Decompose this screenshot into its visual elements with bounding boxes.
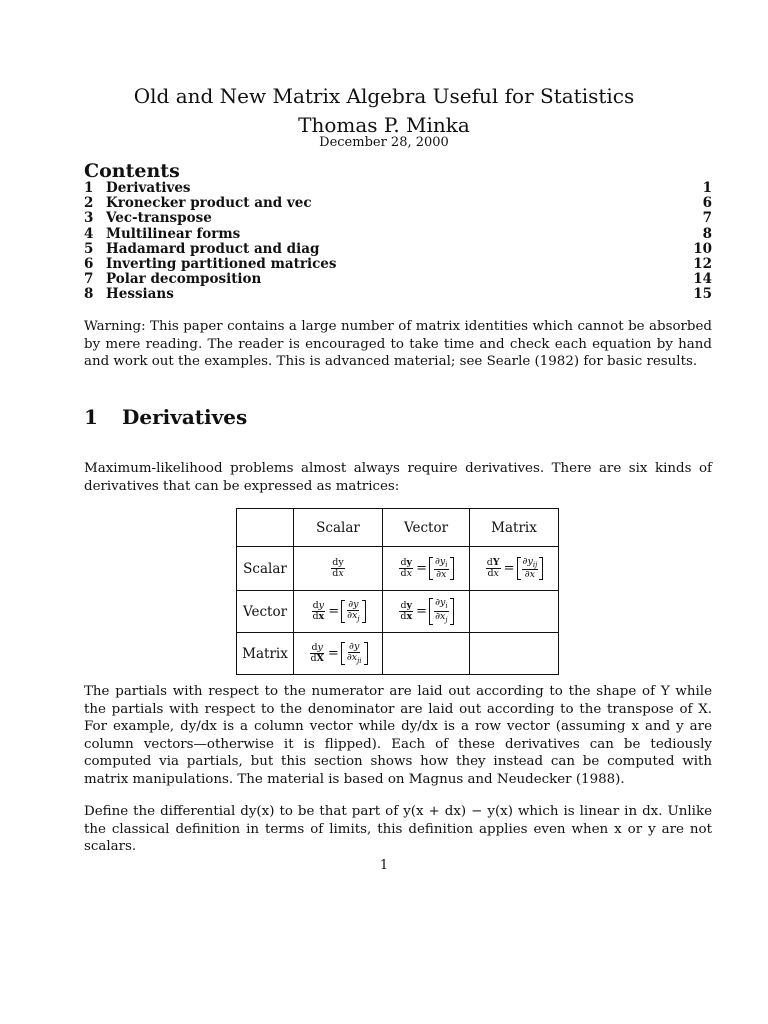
- toc-entry[interactable]: [84, 181, 712, 196]
- warning-paragraph: Warning: This paper contains a large number of matrix identities which cannot be absorbed by mere reading. The reader is encouraged to take time and check each equation by hand and work out the examples. This is advanced material; see Searle (1982) for basic results.: [84, 319, 712, 370]
- empty-cell: [470, 591, 559, 633]
- toc-title: Hadamard product and diag: [106, 240, 320, 257]
- formula-dvec-y-dx: $\frac{dy}{dx}$ = $\frac{\partial y_i}{\partial x}$: [383, 547, 470, 591]
- toc-number: 7: [84, 271, 94, 288]
- section-title: Derivatives: [122, 405, 248, 429]
- toc-number: 1: [84, 180, 94, 196]
- toc-title: Multilinear forms: [106, 225, 241, 242]
- paper-title: Old and New Matrix Algebra Useful for Statistics: [133, 84, 635, 108]
- paper-author: Thomas P. Minka: [298, 113, 470, 137]
- empty-cell: [470, 633, 559, 675]
- toc-entry[interactable]: [84, 211, 712, 226]
- toc-page: 6: [702, 195, 712, 212]
- table-corner-cell: [237, 509, 294, 547]
- toc-title: Hessians: [106, 286, 174, 303]
- formula-dmat-y-dx: $\frac{dY}{dx}$ = $\frac{\partial y_{ij}}{\partial x}$: [470, 547, 559, 591]
- paper-date: December 28, 2000: [319, 135, 449, 150]
- toc-number: 8: [84, 286, 94, 303]
- toc-title: Kronecker product and vec: [106, 195, 312, 212]
- col-header-matrix: Matrix: [470, 509, 559, 547]
- formula-dy-dx-scalar: $\frac{dy}{dx}$: [294, 547, 383, 591]
- toc-page: 8: [702, 225, 712, 242]
- toc-page: 1: [702, 180, 712, 196]
- toc-title: Vec-transpose: [106, 210, 212, 227]
- toc-title: Polar decomposition: [106, 271, 262, 288]
- toc-number: 3: [84, 210, 94, 227]
- toc-title: Inverting partitioned matrices: [106, 255, 337, 272]
- empty-cell: [383, 633, 470, 675]
- row-header-matrix: Matrix: [237, 633, 294, 675]
- row-header-scalar: Scalar: [237, 547, 294, 591]
- toc-entry[interactable]: [84, 272, 712, 287]
- toc-number: 5: [84, 240, 94, 257]
- toc-entry[interactable]: [84, 242, 712, 257]
- toc-entry[interactable]: [84, 287, 712, 302]
- intro-paragraph: Maximum-likelihood problems almost always require derivatives. There are six kinds of derivatives that can be expressed as matrices:: [84, 461, 712, 494]
- derivative-table: [236, 508, 559, 675]
- toc-page: 14: [693, 271, 712, 288]
- formula-dy-dmat-x: $\frac{dy}{dX}$ = $\frac{\partial y}{\partial x_{ji}}$: [294, 633, 383, 675]
- toc-page: 12: [693, 255, 712, 272]
- col-header-scalar: Scalar: [294, 509, 383, 547]
- toc-entry[interactable]: [84, 257, 712, 272]
- table-of-contents: [84, 181, 712, 303]
- toc-page: 10: [693, 240, 712, 257]
- col-header-vector: Vector: [383, 509, 470, 547]
- toc-number: 6: [84, 255, 94, 272]
- toc-title: Derivatives: [106, 180, 191, 196]
- formula-dy-dvec-x: $\frac{dy}{dx}$ = $\frac{\partial y}{\partial x_j}$: [294, 591, 383, 633]
- toc-entry[interactable]: [84, 196, 712, 211]
- section-number: 1: [84, 405, 98, 429]
- toc-entry[interactable]: [84, 227, 712, 242]
- formula-dvec-y-dvec-x: $\frac{dy}{dx}$ = $\frac{\partial y_i}{\partial x_j}$: [383, 591, 470, 633]
- contents-heading: Contents: [84, 160, 180, 182]
- page-number: 1: [379, 858, 389, 873]
- differential-paragraph: Define the differential dy(x) to be that part of y(x + dx) − y(x) which is linear in dx. Unlike the classical definition in terms of limits, this definition applies even when x or y are not scalars.: [84, 804, 712, 855]
- row-header-vector: Vector: [237, 591, 294, 633]
- toc-number: 4: [84, 225, 94, 242]
- layout-paragraph: The partials with respect to the numerator are laid out according to the shape of Y while the partials with respect to the denominator are laid out according to the transpose of X. For example, dy/dx is a column vector while dy/dx is a row vector (assuming x and y are column vectors—otherwise it is flipped). Each of these derivatives can be tediously computed via partials, but this section shows how they instead can be computed with matrix manipulations. The material is based on Magnus and Neudecker (1988).: [84, 684, 712, 787]
- toc-number: 2: [84, 195, 94, 212]
- toc-page: 7: [702, 210, 712, 227]
- section-heading: [84, 405, 247, 429]
- toc-page: 15: [693, 286, 712, 303]
